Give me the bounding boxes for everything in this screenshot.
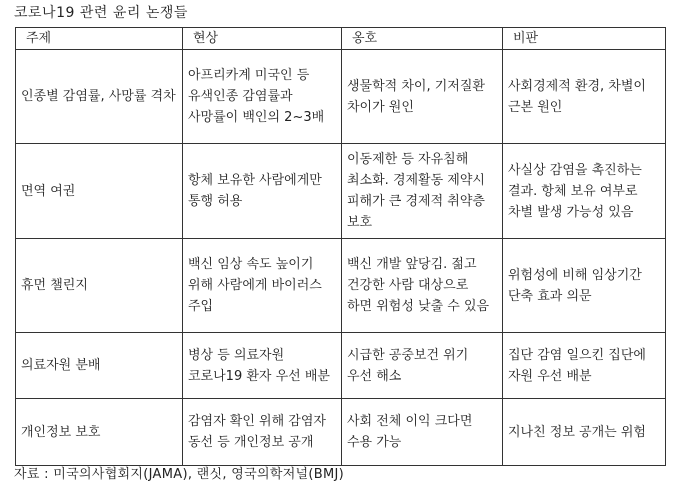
table-header-row — [16, 28, 666, 50]
topic-cell: 인종별 감염률, 사망률 격차 — [16, 50, 183, 144]
ethics-debates-table — [15, 27, 666, 466]
phenomenon-cell: 항체 보유한 사람에게만 통행 허용 — [183, 144, 342, 239]
topic-cell: 의료자원 분배 — [16, 333, 183, 399]
support-cell: 백신 개발 앞당김. 젊고 건강한 사람 대상으로 하면 위험성 낮출 수 있음 — [342, 239, 503, 333]
column-header-criticism: 비판 — [503, 28, 666, 50]
phenomenon-cell: 아프리카계 미국인 등 유색인종 감염률과 사망률이 백인의 2~3배 — [183, 50, 342, 144]
table-row — [16, 333, 666, 399]
table-row — [16, 50, 666, 144]
topic-cell: 면역 여권 — [16, 144, 183, 239]
criticism-cell: 위험성에 비해 임상기간 단축 효과 의문 — [503, 239, 666, 333]
phenomenon-cell: 감염자 확인 위해 감염자 동선 등 개인정보 공개 — [183, 399, 342, 466]
column-header-phenomenon: 현상 — [183, 28, 342, 50]
criticism-cell: 사실상 감염을 촉진하는 결과. 항체 보유 여부로 차별 발생 가능성 있음 — [503, 144, 666, 239]
column-header-support: 옹호 — [342, 28, 503, 50]
topic-cell: 개인정보 보호 — [16, 399, 183, 466]
topic-cell: 휴먼 챌린지 — [16, 239, 183, 333]
support-cell: 이동제한 등 자유침해 최소화. 경제활동 제약시 피해가 큰 경제적 취약층 보호 — [342, 144, 503, 239]
table-row — [16, 399, 666, 466]
criticism-cell: 집단 감염 일으킨 집단에 자원 우선 배분 — [503, 333, 666, 399]
support-cell: 사회 전체 이익 크다면 수용 가능 — [342, 399, 503, 466]
criticism-cell: 지나친 정보 공개는 위험 — [503, 399, 666, 466]
table-row — [16, 144, 666, 239]
phenomenon-cell: 병상 등 의료자원 코로나19 환자 우선 배분 — [183, 333, 342, 399]
criticism-cell: 사회경제적 환경, 차별이 근본 원인 — [503, 50, 666, 144]
page-title: 코로나19 관련 윤리 논쟁들 — [14, 5, 188, 21]
column-header-topic: 주제 — [16, 28, 183, 50]
support-cell: 생물학적 차이, 기저질환 차이가 원인 — [342, 50, 503, 144]
table-row — [16, 239, 666, 333]
phenomenon-cell: 백신 임상 속도 높이기 위해 사람에게 바이러스 주입 — [183, 239, 342, 333]
source-note: 자료 : 미국의사협회지(JAMA), 랜싯, 영국의학저널(BMJ) — [14, 467, 345, 482]
support-cell: 시급한 공중보건 위기 우선 해소 — [342, 333, 503, 399]
